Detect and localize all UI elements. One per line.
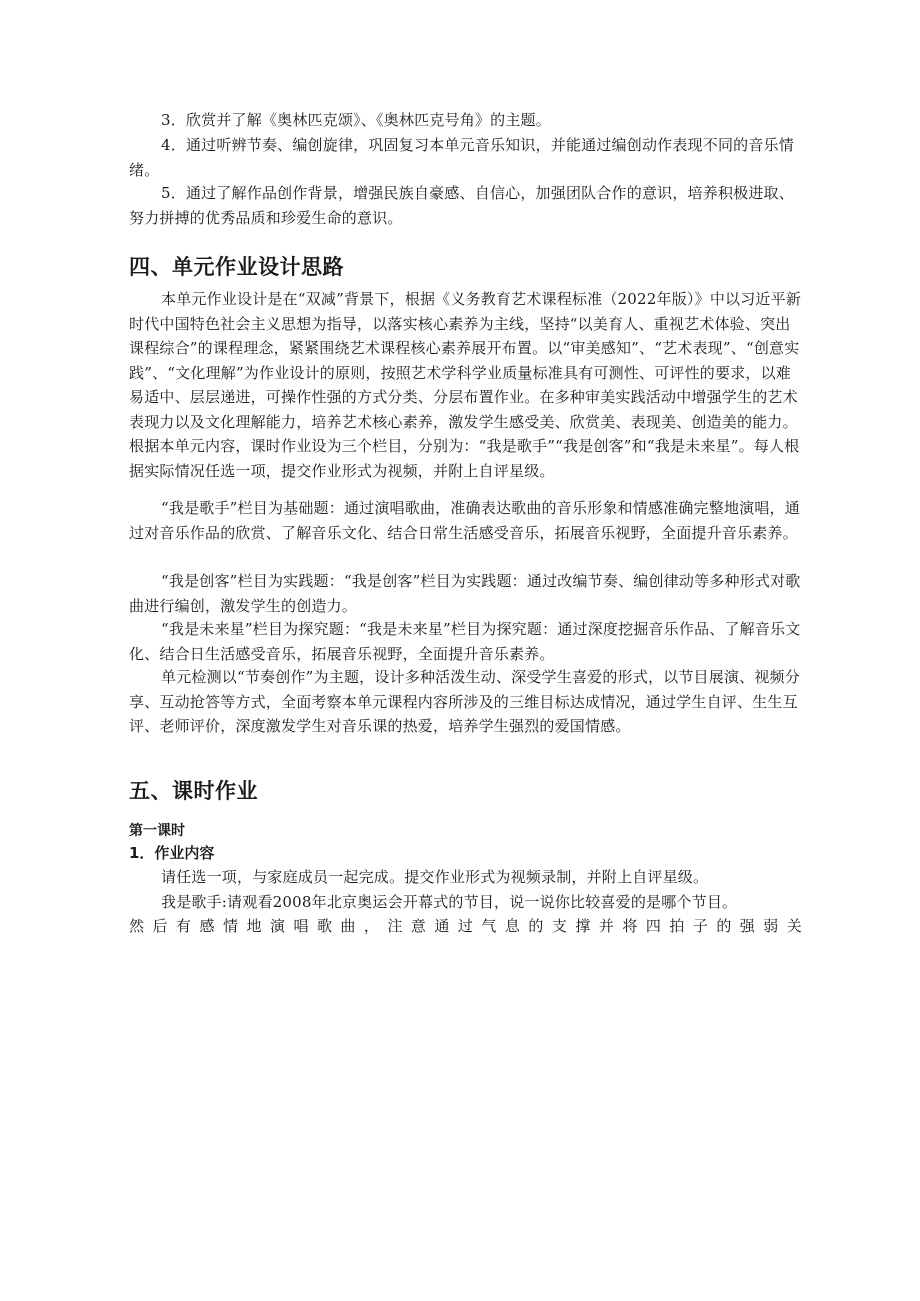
singer-task-continued: 然后有感情地演唱歌曲，注意通过气息的支撑并将四拍子的强弱关 (129, 917, 802, 935)
singer-task: 我是歌手:请观看2008年北京奥运会开幕式的节目，说一说你比较喜爱的是哪个节目。 (161, 893, 738, 911)
objective-3: 3．欣赏并了解《奥林匹克颂》、《奥林匹克号角》的主题。 (161, 111, 551, 129)
design-paragraph-assessment: 单元检测以“节奏创作”为主题，设计多种活泼生动、深受学生喜爱的形式，以节目展演、视频分享、互动抢答等方式，全面考察本单元课程内容所涉及的三维目标达成情况，通过学生自评、生生互评、老师评价，深度激发学生对音乐课的热爱，培养学生强烈的爱国情感。 (129, 668, 800, 735)
assignment-content-title: 1．作业内容 (129, 844, 215, 862)
design-paragraph-1: 本单元作业设计是在“双减”背景下，根据《义务教育艺术课程标准（2022年版）》中以习近平新时代中国特色社会主义思想为指导，以落实核心素养为主线，坚持“以美育人、重视艺术体验、突出课程综合”的课程理念，紧紧围绕艺术课程核心素养展开布置。以“审美感知”、“艺术表现”、“创意实践”、“文化理解”为作业设计的原则，按照艺术学科学业质量标准具有可测性、可评性的要求，以难易适中、层层递进，可操作性强的方式分类、分层布置作业。在多种审美实践活动中增强学生的艺术表现力以及文化理解能力，培养艺术核心素养，激发学生感受美、欣赏美、表现美、创造美的能力。根据本单元内容，课时作业设为三个栏目，分别为：“我是歌手”“我是创客”和“我是未来星”。每人根据实际情况任选一项，提交作业形式为视频，并附上自评星级。 (129, 290, 802, 480)
design-paragraph-singer: “我是歌手”栏目为基础题：通过演唱歌曲，准确表达歌曲的音乐形象和情感准确完整地演唱，通过对音乐作品的欣赏、了解音乐文化、结合日常生活感受音乐，拓展音乐视野，全面提升音乐素养。 (129, 499, 800, 542)
objective-5: 5．通过了解作品创作背景，增强民族自豪感、自信心，加强团队合作的意识，培养积极进取、努力拼搏的优秀品质和珍爱生命的意识。 (129, 184, 794, 227)
lesson-title: 第一课时 (129, 823, 185, 839)
objective-4: 4．通过听辨节奏、编创旋律，巩固复习本单元音乐知识，并能通过编创动作表现不同的音乐情绪。 (129, 136, 794, 179)
design-paragraph-star: “我是未来星”栏目为探究题：“我是未来星”栏目为探究题：通过深度挖掘音乐作品、了解音乐文化、结合日生活感受音乐，拓展音乐视野，全面提升音乐素养。 (129, 620, 801, 663)
design-paragraph-maker: “我是创客”栏目为实践题：“我是创客”栏目为实践题：通过改编节奏、编创律动等多种形式对歌曲进行编创，激发学生的创造力。 (129, 572, 801, 615)
assignment-instruction: 请任选一项，与家庭成员一起完成。提交作业形式为视频录制，并附上自评星级。 (161, 868, 709, 886)
section-4-heading: 四、单元作业设计思路 (129, 255, 344, 279)
section-5-heading: 五、课时作业 (129, 779, 258, 803)
